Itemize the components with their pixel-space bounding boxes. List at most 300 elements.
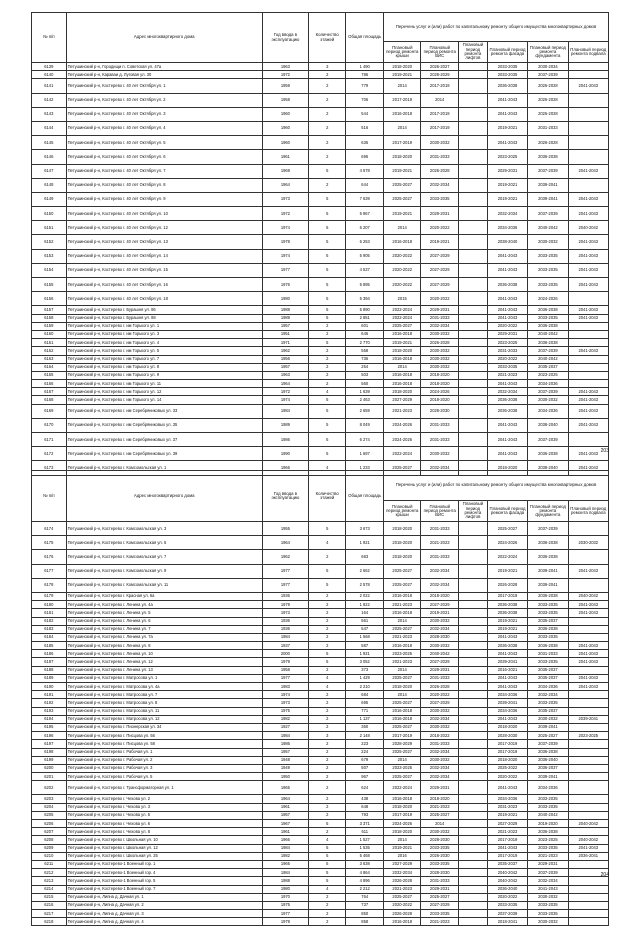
row-lift-period	[458, 221, 487, 235]
table-row	[32, 347, 609, 355]
row-address: Петушинский р-н, Костерево г. 40 лет Октября ул. 5	[66, 136, 262, 150]
table-row	[32, 306, 609, 314]
row-number: 6178	[32, 578, 67, 592]
row-foundation-period: 2033-2035	[528, 844, 568, 852]
row-foundation-period: 2036-2038	[528, 447, 568, 461]
row-facade-period: 2041-2043	[487, 249, 527, 263]
table-row	[32, 178, 609, 192]
row-address: Петушинский р-н, Костерево г. им Горького ул. 8	[66, 363, 262, 371]
row-foundation-period: 2036-2038	[528, 748, 568, 756]
row-area: 516	[346, 121, 384, 135]
row-floors: 2	[308, 748, 346, 756]
row-vis-period: 2030-2032	[421, 756, 459, 764]
row-address: Петушинский р-н, Костерево г. 40 лет Октября ул. 8	[66, 178, 262, 192]
row-foundation-period: 2040-2042	[528, 221, 568, 235]
row-floors: 4	[308, 885, 346, 893]
row-vis-period: 2033-2035	[421, 192, 459, 206]
row-lift-period	[458, 278, 487, 292]
row-roof-period: 2018-2020	[383, 347, 421, 355]
row-area: 4 537	[346, 263, 384, 277]
row-vis-period: 2032-2034	[421, 461, 459, 475]
row-roof-period: 2016-2018	[383, 715, 421, 723]
row-floors: 2	[308, 723, 346, 731]
row-year: 1965	[262, 781, 308, 795]
row-vis-period: 2024-2026	[421, 388, 459, 396]
row-foundation-period: 2033-2035	[528, 699, 568, 707]
row-lift-period	[458, 773, 487, 781]
row-area: 779	[346, 79, 384, 93]
row-number: 6196	[32, 732, 67, 740]
row-number: 6208	[32, 836, 67, 844]
row-roof-period: 2014	[383, 363, 421, 371]
row-roof-period: 2025-2027	[383, 748, 421, 756]
row-year: 1989	[262, 314, 308, 322]
row-number: 6144	[32, 121, 67, 135]
table-row	[32, 811, 609, 819]
row-address: Петушинский р-н, Костерево г. Чехова ул. 5	[66, 811, 262, 819]
row-roof-period: 2025-2027	[383, 578, 421, 592]
row-facade-period: 2039-2041	[487, 699, 527, 707]
row-area: 507	[346, 764, 384, 772]
row-area: 624	[346, 781, 384, 795]
row-facade-period: 2023-2025	[487, 339, 527, 347]
row-year: 1977	[262, 564, 308, 578]
row-year: 1927	[262, 723, 308, 731]
row-address: Петушинский р-н, Костерево-1 Военный гор. 7	[66, 885, 262, 893]
row-roof-period: 2025-2027	[383, 564, 421, 578]
row-area: 1 233	[346, 461, 384, 475]
row-vis-period: 2029-2031	[421, 885, 459, 893]
row-vis-period: 2027-2029	[421, 249, 459, 263]
row-roof-period: 2017-2019	[383, 136, 421, 150]
table-row	[32, 918, 609, 926]
row-basement-period	[568, 93, 608, 107]
row-roof-period: 2023-2025	[383, 764, 421, 772]
row-area: 736	[346, 355, 384, 363]
row-area: 3 371	[346, 820, 384, 828]
row-basement-period	[568, 781, 608, 795]
row-vis-period: 2018-2020	[421, 795, 459, 803]
row-vis-period: 2031-2033	[421, 314, 459, 322]
row-facade-period: 2041-2043	[487, 633, 527, 641]
row-address: Петушинский р-н, Костерево г. Комсомольская ул. 3	[66, 522, 262, 536]
row-roof-period: 2018-2020	[383, 550, 421, 564]
row-lift-period	[458, 136, 487, 150]
row-lift-period	[458, 860, 487, 868]
row-address: Петушинский р-н, Костерево г. Матросова ул. 1	[66, 674, 262, 682]
row-roof-period: 2018-2020	[383, 150, 421, 164]
table-row	[32, 221, 609, 235]
row-address: Петушинский р-н, Костерево г. Писцова ул. 58	[66, 740, 262, 748]
row-vis-period: 2026-2027	[421, 63, 459, 71]
row-address: Петушинский р-н, Костерево г. 40 лет Октября ул. 14	[66, 249, 262, 263]
row-number: 6173	[32, 461, 67, 475]
table-row	[32, 63, 609, 71]
row-basement-period	[568, 893, 608, 901]
row-vis-period: 2029-2031	[421, 306, 459, 314]
row-foundation-period: 2037-2039	[528, 207, 568, 221]
row-foundation-period: 2033-2035	[528, 278, 568, 292]
row-year: 1957	[262, 748, 308, 756]
row-foundation-period: 2033-2035	[528, 901, 568, 909]
row-roof-period: 2016	[383, 852, 421, 860]
row-roof-period: 2016-2018	[383, 609, 421, 617]
row-floors: 5	[308, 578, 346, 592]
row-foundation-period: 2024-2026	[528, 292, 568, 306]
row-floors: 5	[308, 404, 346, 418]
table-body-2	[32, 522, 609, 926]
row-roof-period: 2028-2029	[383, 740, 421, 748]
row-vis-period: 2029-2031	[421, 207, 459, 221]
row-address: Петушинский р-н, Городищи п. Советская ул. 47а	[66, 63, 262, 71]
row-address: Петушинский р-н, Костерево г. Ленина ул. 13	[66, 666, 262, 674]
row-facade-period: 2032-2034	[487, 388, 527, 396]
row-vis-period: 2033-2035	[421, 910, 459, 918]
row-floors: 2	[308, 150, 346, 164]
row-lift-period	[458, 447, 487, 461]
row-address: Петушинский р-н, Костерево г. Писцова ул. 56	[66, 732, 262, 740]
row-year: 1977	[262, 263, 308, 277]
row-year: 1984	[262, 732, 308, 740]
row-foundation-period: 2039-2041	[528, 723, 568, 731]
row-floors: 5	[308, 396, 346, 404]
table-row	[32, 869, 609, 877]
row-foundation-period: 2039-2041	[528, 178, 568, 192]
row-area: 5 394	[346, 292, 384, 306]
table-row	[32, 852, 609, 860]
row-vis-period: 2030-2032	[421, 447, 459, 461]
row-year: 1961	[262, 150, 308, 164]
row-lift-period	[458, 347, 487, 355]
row-facade-period: 2036-2038	[487, 642, 527, 650]
row-roof-period: 2018-2020	[383, 388, 421, 396]
row-lift-period	[458, 363, 487, 371]
row-roof-period: 2016-2018	[383, 592, 421, 600]
row-foundation-period: 2033-2035	[528, 658, 568, 666]
row-lift-period	[458, 852, 487, 860]
row-roof-period: 2025-2027	[383, 723, 421, 731]
row-lift-period	[458, 564, 487, 578]
row-area: 771	[346, 707, 384, 715]
row-floors: 5	[308, 235, 346, 249]
row-foundation-period: 2036-2038	[528, 550, 568, 564]
row-address: Петушинский р-н, Костерево г. 40 лет Октября ул. 13	[66, 235, 262, 249]
row-address: Петушинский р-н, Костерево г. 40 лет Октября ул. 10	[66, 207, 262, 221]
row-address: Петушинский р-н, Костерево г. Матросова ул. 11	[66, 707, 262, 715]
row-vis-period: 2018-2020	[421, 371, 459, 379]
row-address: Петушинский р-н, Липна д. Дачная ул. 1	[66, 893, 262, 901]
row-foundation-period: 2019-2020	[528, 820, 568, 828]
table-row	[32, 235, 609, 249]
header-vis: Плановый период ремонта ВИС	[421, 501, 459, 522]
table-row	[32, 107, 609, 121]
table-row	[32, 836, 609, 844]
row-foundation-period: 2031-2033	[528, 650, 568, 658]
row-vis-period: 2027-2029	[421, 263, 459, 277]
row-year: 1990	[262, 447, 308, 461]
row-facade-period: 2018-2020	[487, 756, 527, 764]
row-year: 1970	[262, 893, 308, 901]
row-foundation-period: 2041-2043	[528, 885, 568, 893]
row-year: 1967	[262, 820, 308, 828]
row-area: 696	[346, 150, 384, 164]
header-lift: Плановый период ремонта лифтов	[458, 501, 487, 522]
row-year: 1964	[262, 380, 308, 388]
row-number: 6145	[32, 136, 67, 150]
row-lift-period	[458, 795, 487, 803]
page-number: 203	[600, 448, 609, 454]
row-year: 1955	[262, 522, 308, 536]
row-roof-period: 2014	[383, 79, 421, 93]
row-lift-period	[458, 666, 487, 674]
row-floors: 2	[308, 178, 346, 192]
row-year: 1962	[262, 347, 308, 355]
row-year: 1972	[262, 388, 308, 396]
row-floors: 2	[308, 707, 346, 715]
row-number: 6140	[32, 71, 67, 79]
row-basement-period	[568, 795, 608, 803]
row-area: 1 921	[346, 650, 384, 658]
row-floors: 2	[308, 601, 346, 609]
row-vis-period: 2028-2029	[421, 71, 459, 79]
row-foundation-period: 2035-2037	[528, 363, 568, 371]
row-floors: 2	[308, 550, 346, 564]
row-basement-period: 2041-2043	[568, 461, 608, 475]
row-year: 1961	[262, 803, 308, 811]
row-basement-period: 2036-2041	[568, 852, 608, 860]
row-foundation-period: 2039-2041	[528, 192, 568, 206]
row-floors: 2	[308, 617, 346, 625]
row-area: 793	[346, 811, 384, 819]
row-lift-period	[458, 715, 487, 723]
table-row	[32, 93, 609, 107]
row-roof-period: 2018-2020	[383, 536, 421, 550]
row-facade-period: 2019-2021	[487, 617, 527, 625]
row-year: 1977	[262, 674, 308, 682]
row-roof-period: 2022-2024	[383, 447, 421, 461]
row-facade-period: 2019-2021	[487, 121, 527, 135]
row-foundation-period: 2037-2039	[528, 71, 568, 79]
row-basement-period: 2041-2043	[568, 404, 608, 418]
row-floors: 2	[308, 107, 346, 121]
row-vis-period: 2014	[421, 93, 459, 107]
row-foundation-period: 2038-2040	[528, 418, 568, 432]
row-address: Петушинский р-н, Костерево г. Ленина ул. 7а	[66, 633, 262, 641]
row-area: 858	[346, 918, 384, 926]
row-address: Петушинский р-н, Костерево г. Комсомольская ул. 5	[66, 536, 262, 550]
row-number: 6212	[32, 869, 67, 877]
row-facade-period: 2038-2040	[487, 235, 527, 249]
row-vis-period: 2027-2029	[421, 699, 459, 707]
row-lift-period	[458, 164, 487, 178]
row-facade-period: 2020-2022	[487, 893, 527, 901]
row-facade-period: 2025-2022	[487, 764, 527, 772]
row-vis-period: 2027-2029	[421, 278, 459, 292]
row-area: 601	[346, 322, 384, 330]
table-row	[32, 380, 609, 388]
table-row	[32, 715, 609, 723]
row-floors: 5	[308, 447, 346, 461]
row-foundation-period: 2033-2035	[528, 609, 568, 617]
row-roof-period: 2019-2021	[383, 339, 421, 347]
row-vis-period: 2027-2029	[421, 901, 459, 909]
row-floors: 2	[308, 330, 346, 338]
row-basement-period: 2040-2042	[568, 836, 608, 844]
row-floors: 2	[308, 795, 346, 803]
row-number: 6200	[32, 764, 67, 772]
row-foundation-period: 2033-2035	[528, 601, 568, 609]
row-foundation-period: 2033-2035	[528, 795, 568, 803]
row-foundation-period: 2039-2041	[528, 578, 568, 592]
row-facade-period: 2041-2043	[487, 107, 527, 121]
row-facade-period: 2019-2021	[487, 178, 527, 192]
row-year: 1957	[262, 363, 308, 371]
table-row	[32, 748, 609, 756]
row-address: Петушинский р-н, Костерево г. им Серебряниковых ул. 39	[66, 447, 262, 461]
row-address: Петушинский р-н, Костерево г. 40 лет Октября ул. 7	[66, 164, 262, 178]
row-address: Петушинский р-н, Костерево г. Школьная ул. 12	[66, 844, 262, 852]
row-address: Петушинский р-н, Костерево г. Ленина ул. 7	[66, 625, 262, 633]
table-row	[32, 263, 609, 277]
row-facade-period: 2041-2043	[487, 683, 527, 691]
row-address: Петушинский р-н, Костерево г. 40 лет Октября ул. 4	[66, 121, 262, 135]
row-year: 1984	[262, 844, 308, 852]
row-basement-period: 2041-2043	[568, 306, 608, 314]
row-foundation-period: 2035-2037	[528, 707, 568, 715]
row-number: 6146	[32, 150, 67, 164]
row-foundation-period: 2029-2031	[528, 860, 568, 868]
row-year: 1988	[262, 306, 308, 314]
row-roof-period: 2025-2027	[383, 178, 421, 192]
row-area: 560	[346, 380, 384, 388]
row-year: 1972	[262, 71, 308, 79]
row-year: 1988	[262, 877, 308, 885]
table-row	[32, 136, 609, 150]
row-basement-period	[568, 756, 608, 764]
row-vis-period: 2030-2032	[421, 642, 459, 650]
table-row	[32, 550, 609, 564]
row-lift-period	[458, 885, 487, 893]
row-address: Петушинский р-н, Костерево г. Рабочая ул. 5	[66, 773, 262, 781]
table-row	[32, 756, 609, 764]
row-foundation-period: 2037-2039	[528, 869, 568, 877]
row-lift-period	[458, 828, 487, 836]
row-floors: 3	[308, 732, 346, 740]
row-number: 6174	[32, 522, 67, 536]
header-year: Год ввода в эксплуатацию	[262, 13, 308, 63]
row-lift-period	[458, 740, 487, 748]
row-address: Петушинский р-н, Костерево г. Рабочая ул. 1	[66, 748, 262, 756]
row-vis-period: 2017-2019	[421, 107, 459, 121]
row-vis-period: 2031-2033	[421, 877, 459, 885]
row-vis-period: 2032-2034	[421, 625, 459, 633]
row-foundation-period: 2033-2035	[528, 633, 568, 641]
row-facade-period: 2036-2038	[487, 609, 527, 617]
row-vis-period: 2031-2033	[421, 418, 459, 432]
table-row	[32, 893, 609, 901]
row-year: 1979	[262, 658, 308, 666]
row-foundation-period: 2030-2032	[528, 893, 568, 901]
row-vis-period: 2026-2028	[421, 339, 459, 347]
row-floors: 2	[308, 322, 346, 330]
row-basement-period	[568, 578, 608, 592]
row-vis-period: 2032-2034	[421, 773, 459, 781]
row-facade-period: 2041-2043	[487, 380, 527, 388]
table-row	[32, 795, 609, 803]
row-vis-period: 2029-2031	[421, 666, 459, 674]
row-number: 6153	[32, 249, 67, 263]
row-basement-period: 2041-2043	[568, 658, 608, 666]
row-number: 6211	[32, 860, 67, 868]
row-facade-period: 2018-2041	[487, 918, 527, 926]
row-year: 1948	[262, 756, 308, 764]
row-foundation-period: 2036-2038	[528, 306, 568, 314]
row-lift-period	[458, 235, 487, 249]
row-area: 611	[346, 828, 384, 836]
row-year: 1973	[262, 699, 308, 707]
row-number: 6139	[32, 63, 67, 71]
row-number: 6177	[32, 564, 67, 578]
row-basement-period: 2041-2043	[568, 79, 608, 93]
row-facade-period: 2039-2041	[487, 658, 527, 666]
row-address: Петушинский р-н, Костерево г. Чехова ул. 3	[66, 803, 262, 811]
row-area: 4 864	[346, 869, 384, 877]
row-vis-period: 2021-2023	[421, 536, 459, 550]
row-address: Петушинский р-н, Костерево г. Комсомольская ул. 1	[66, 461, 262, 475]
row-roof-period: 2017-2019	[383, 811, 421, 819]
row-foundation-period: 2034-2036	[528, 380, 568, 388]
row-lift-period	[458, 249, 487, 263]
row-vis-period: 2032-2034	[421, 748, 459, 756]
row-floors: 5	[308, 844, 346, 852]
row-year: 1975	[262, 707, 308, 715]
row-year: 1936	[262, 592, 308, 600]
row-lift-period	[458, 207, 487, 221]
row-floors: 5	[308, 860, 346, 868]
row-vis-period: 2021-2023	[421, 803, 459, 811]
row-roof-period: 2025-2027	[383, 893, 421, 901]
row-roof-period: 2016-2018	[383, 707, 421, 715]
row-vis-period: 2025-2027	[421, 893, 459, 901]
row-foundation-period: 2026-2028	[528, 136, 568, 150]
row-roof-period: 2014	[383, 121, 421, 135]
row-vis-period: 2030-2032	[421, 330, 459, 338]
row-lift-period	[458, 901, 487, 909]
row-year: 1979	[262, 601, 308, 609]
row-area: 850	[346, 910, 384, 918]
row-year: 1973	[262, 609, 308, 617]
row-year: 1960	[262, 107, 308, 121]
row-foundation-period: 2023-2025	[528, 836, 568, 844]
row-basement-period	[568, 901, 608, 909]
row-facade-period: 2041-2043	[487, 314, 527, 322]
row-facade-period: 2037-2039	[487, 910, 527, 918]
row-lift-period	[458, 433, 487, 447]
row-year: 1977	[262, 910, 308, 918]
table-row	[32, 207, 609, 221]
row-facade-period: 2017-2019	[487, 592, 527, 600]
row-floors: 5	[308, 658, 346, 666]
row-year: 1982	[262, 852, 308, 860]
row-year: 1936	[262, 617, 308, 625]
row-vis-period: 2026-2028	[421, 164, 459, 178]
row-foundation-period: 2030-2032	[528, 918, 568, 926]
header-vis: Плановый период ремонта ВИС	[421, 42, 459, 63]
header-lift: Плановый период ремонта лифтов	[458, 42, 487, 63]
row-foundation-period: 2037-2039	[528, 164, 568, 178]
row-floors: 2	[308, 781, 346, 795]
row-vis-period: 2026-2030	[421, 852, 459, 860]
